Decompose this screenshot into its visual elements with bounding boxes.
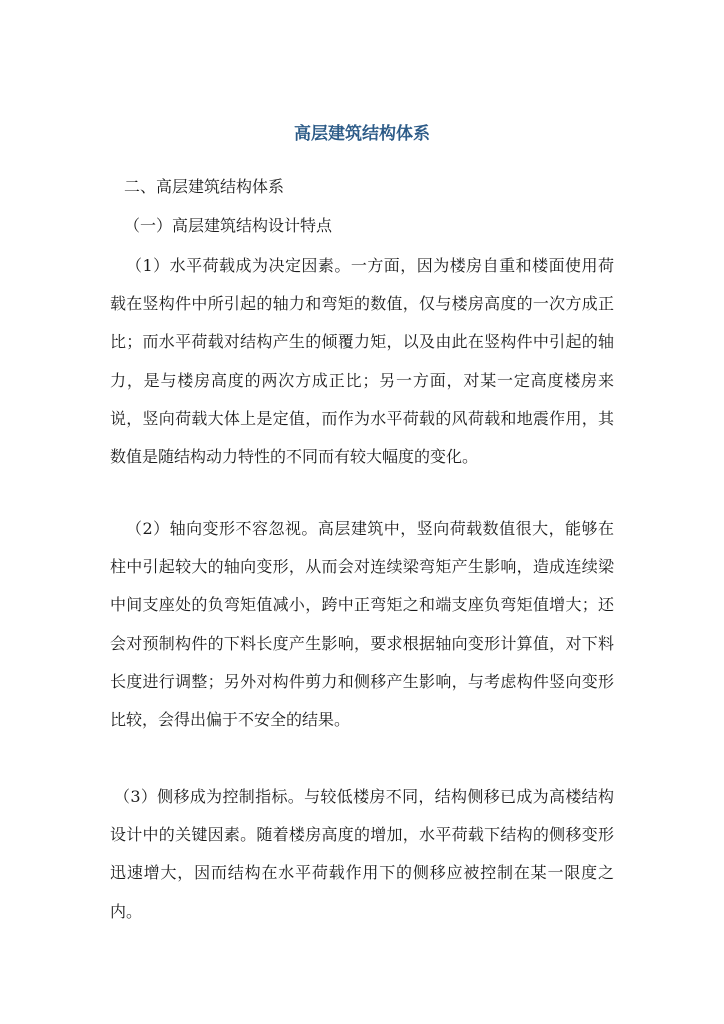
document-title: 高层建筑结构体系 (294, 124, 430, 144)
paragraph-axial-deformation: （2）轴向变形不容忽视。高层建筑中，竖向荷载数值很大，能够在柱中引起较大的轴向变形，从而会对连续梁弯矩产生影响，造成连续梁中间支座处的负弯矩值减小，跨中正弯矩之和端支座负弯矩值增大；还会对预制构件的下料长度产生影响，要求根据轴向变形计算值，对下料长度进行调整；另外对构件剪力和侧移产生影响，与考虑构件竖向变形比较，会得出偏于不安全的结果。 (110, 519, 614, 730)
section-heading: 二、高层建筑结构体系 (124, 177, 285, 196)
subsection-heading: （一）高层建筑结构设计特点 (124, 216, 333, 235)
paragraph-horizontal-load: （1）水平荷载成为决定因素。一方面，因为楼房自重和楼面使用荷载在竖构件中所引起的轴力和弯矩的数值，仅与楼房高度的一次方成正比；而水平荷载对结构产生的倾覆力矩，以及由此在竖构件中引起的轴力，是与楼房高度的两次方成正比；另一方面，对某一定高度楼房来说，竖向荷载大体上是定值，而作为水平荷载的风荷载和地震作用，其数值是随结构动力特性的不同而有较大幅度的变化。 (110, 256, 614, 467)
paragraph-lateral-drift: （3）侧移成为控制指标。与较低楼房不同，结构侧移已成为高楼结构设计中的关键因素。随着楼房高度的增加，水平荷载下结构的侧移变形迅速增大，因而结构在水平荷载作用下的侧移应被控制在某一限度之内。 (110, 787, 614, 921)
